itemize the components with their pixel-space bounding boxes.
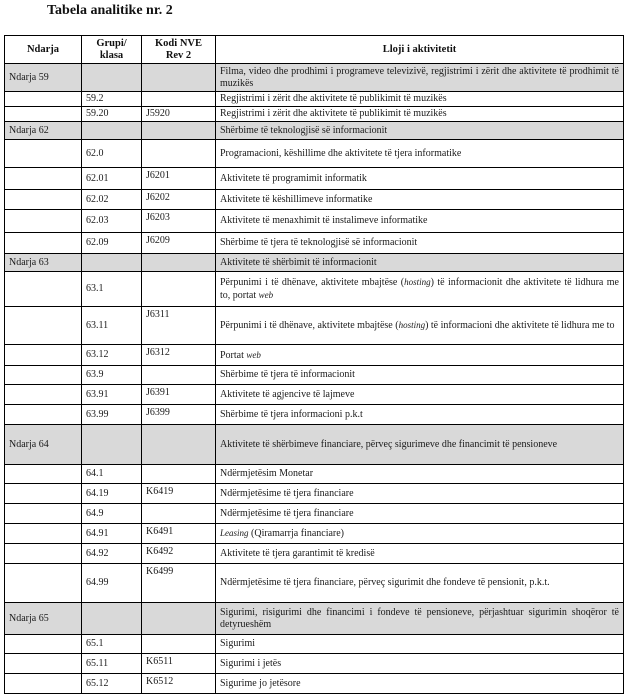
cell-ndarja — [5, 210, 82, 233]
cell-ndarja — [5, 524, 82, 544]
desc-text: ) të informacioni dhe aktivitete të lidhura me to — [425, 320, 615, 331]
cell-kodi-nve — [142, 635, 216, 654]
analytic-table — [4, 35, 624, 694]
division-row — [5, 425, 624, 465]
cell-kodi-nve — [142, 140, 216, 168]
italic-term: Leasing — [220, 528, 249, 538]
table-row — [5, 345, 624, 366]
cell-kodi-nve: J6201 — [142, 168, 216, 190]
cell-ndarja — [5, 92, 82, 107]
header-lloji-aktivitetit: Lloji i aktivitetit — [216, 36, 624, 64]
cell-ndarja — [5, 484, 82, 504]
cell-ndarja — [5, 635, 82, 654]
desc-text: Portat — [220, 349, 247, 361]
table-row — [5, 107, 624, 122]
cell-grupi-klasa — [82, 64, 142, 92]
header-ndarja: Ndarja — [5, 36, 82, 64]
cell-grupi-klasa: 64.19 — [82, 484, 142, 504]
cell-kodi-nve — [142, 603, 216, 635]
cell-grupi-klasa: 62.03 — [82, 210, 142, 233]
cell-kodi-nve: J6399 — [142, 405, 216, 425]
cell-lloji-aktivitetit: Shërbime të tjera të teknologjisë së informacionit — [216, 233, 624, 254]
table-row — [5, 190, 624, 210]
cell-kodi-nve — [142, 92, 216, 107]
cell-lloji-aktivitetit: Sigurime jo jetësore — [216, 674, 624, 694]
cell-kodi-nve — [142, 504, 216, 524]
cell-ndarja — [5, 107, 82, 122]
cell-kodi-nve: J6203 — [142, 210, 216, 233]
italic-term: web — [258, 290, 274, 300]
italic-term: hosting — [404, 277, 431, 287]
cell-ndarja — [5, 564, 82, 603]
cell-lloji-aktivitetit — [216, 345, 624, 366]
cell-lloji-aktivitetit — [216, 307, 624, 345]
cell-kodi-nve: J6202 — [142, 190, 216, 210]
table-row — [5, 366, 624, 385]
cell-ndarja — [5, 272, 82, 307]
cell-ndarja — [5, 345, 82, 366]
header-kodi-nve: Kodi NVE Rev 2 — [142, 36, 216, 64]
cell-ndarja — [5, 674, 82, 694]
cell-kodi-nve: J6391 — [142, 385, 216, 405]
cell-lloji-aktivitetit: Shërbime të tjera të informacionit — [216, 366, 624, 385]
cell-lloji-aktivitetit: Aktivitete të tjera garantimit të kredisë — [216, 544, 624, 564]
cell-lloji-aktivitetit: Aktivitete të shërbimeve financiare, përveç sigurimeve dhe financimit të pensioneve — [216, 425, 624, 465]
cell-lloji-aktivitetit: Shërbime të teknologjisë së informacionit — [216, 122, 624, 140]
table-row — [5, 654, 624, 674]
cell-grupi-klasa — [82, 425, 142, 465]
cell-lloji-aktivitetit: Regjistrimi i zërit dhe aktivitete të publikimit të muzikës — [216, 107, 624, 122]
cell-lloji-aktivitetit: Ndërmjetësime të tjera financiare — [216, 504, 624, 524]
table-body — [5, 64, 624, 694]
cell-grupi-klasa: 62.09 — [82, 233, 142, 254]
cell-kodi-nve — [142, 366, 216, 385]
table-row — [5, 210, 624, 233]
cell-lloji-aktivitetit: Aktivitete të këshillimeve informatike — [216, 190, 624, 210]
cell-ndarja — [5, 366, 82, 385]
cell-ndarja: Ndarja 59 — [5, 64, 82, 92]
cell-grupi-klasa: 63.12 — [82, 345, 142, 366]
cell-grupi-klasa: 62.0 — [82, 140, 142, 168]
table-row — [5, 405, 624, 425]
cell-ndarja — [5, 168, 82, 190]
cell-kodi-nve: J6311 — [142, 307, 216, 345]
cell-kodi-nve: K6512 — [142, 674, 216, 694]
cell-lloji-aktivitetit: Programacioni, këshillime dhe aktivitete të tjera informatike — [216, 140, 624, 168]
table-row — [5, 635, 624, 654]
cell-lloji-aktivitetit: Sigurimi, risigurimi dhe financimi i fondeve të pensioneve, përjashtuar sigurimin shoqëror të detyrueshëm — [216, 603, 624, 635]
table-title: Tabela analitike nr. 2 — [47, 3, 173, 18]
cell-grupi-klasa: 59.2 — [82, 92, 142, 107]
division-row — [5, 64, 624, 92]
cell-ndarja — [5, 385, 82, 405]
table-row — [5, 674, 624, 694]
cell-lloji-aktivitetit: Shërbime të tjera informacioni p.k.t — [216, 405, 624, 425]
cell-grupi-klasa: 62.02 — [82, 190, 142, 210]
division-row — [5, 254, 624, 272]
table-row — [5, 140, 624, 168]
cell-lloji-aktivitetit: Ndërmjetësime të tjera financiare, përveç sigurimit dhe fondeve të pensionit, p.k.t. — [216, 564, 624, 603]
cell-lloji-aktivitetit: Sigurimi i jetës — [216, 654, 624, 674]
cell-kodi-nve — [142, 272, 216, 307]
cell-ndarja — [5, 544, 82, 564]
cell-ndarja — [5, 190, 82, 210]
cell-kodi-nve: J5920 — [142, 107, 216, 122]
cell-kodi-nve: J6209 — [142, 233, 216, 254]
cell-ndarja — [5, 405, 82, 425]
cell-lloji-aktivitetit: Aktivitete të agjencive të lajmeve — [216, 385, 624, 405]
cell-lloji-aktivitetit: Aktivitete të shërbimit të informacionit — [216, 254, 624, 272]
italic-term: web — [246, 349, 261, 360]
desc-text: Përpunimi i të dhënave, aktivitete mbajtëse ( — [220, 277, 405, 288]
cell-kodi-nve: K6499 — [142, 564, 216, 603]
table-row — [5, 484, 624, 504]
cell-kodi-nve: J6312 — [142, 345, 216, 366]
table-row — [5, 385, 624, 405]
cell-ndarja: Ndarja 62 — [5, 122, 82, 140]
table-row — [5, 168, 624, 190]
cell-ndarja — [5, 140, 82, 168]
division-row — [5, 603, 624, 635]
cell-kodi-nve — [142, 254, 216, 272]
table-row — [5, 272, 624, 307]
cell-grupi-klasa: 62.01 — [82, 168, 142, 190]
cell-grupi-klasa: 64.91 — [82, 524, 142, 544]
cell-ndarja: Ndarja 65 — [5, 603, 82, 635]
table-row — [5, 564, 624, 603]
italic-term: hosting — [398, 320, 426, 330]
table-row — [5, 544, 624, 564]
cell-grupi-klasa: 63.91 — [82, 385, 142, 405]
cell-kodi-nve: K6491 — [142, 524, 216, 544]
cell-lloji-aktivitetit: Regjistrimi i zërit dhe aktivitete të publikimit të muzikës — [216, 92, 624, 107]
cell-grupi-klasa — [82, 254, 142, 272]
cell-kodi-nve: K6511 — [142, 654, 216, 674]
cell-grupi-klasa: 64.1 — [82, 465, 142, 484]
cell-grupi-klasa: 65.12 — [82, 674, 142, 694]
cell-ndarja — [5, 233, 82, 254]
header-row — [5, 36, 624, 64]
cell-kodi-nve — [142, 122, 216, 140]
cell-ndarja — [5, 307, 82, 345]
cell-kodi-nve: K6492 — [142, 544, 216, 564]
cell-ndarja: Ndarja 64 — [5, 425, 82, 465]
table-row — [5, 524, 624, 544]
table-row — [5, 307, 624, 345]
cell-ndarja — [5, 465, 82, 484]
cell-grupi-klasa: 63.1 — [82, 272, 142, 307]
cell-lloji-aktivitetit: Sigurimi — [216, 635, 624, 654]
table-row — [5, 465, 624, 484]
cell-grupi-klasa: 63.99 — [82, 405, 142, 425]
cell-grupi-klasa: 64.9 — [82, 504, 142, 524]
cell-lloji-aktivitetit: Aktivitete të programimit informatik — [216, 168, 624, 190]
cell-ndarja — [5, 654, 82, 674]
cell-grupi-klasa: 65.1 — [82, 635, 142, 654]
cell-lloji-aktivitetit: Ndërmjetësim Monetar — [216, 465, 624, 484]
header-grupi-klasa: Grupi/ klasa — [82, 36, 142, 64]
table-row — [5, 504, 624, 524]
table-row — [5, 92, 624, 107]
table-row — [5, 233, 624, 254]
cell-kodi-nve — [142, 425, 216, 465]
cell-lloji-aktivitetit: Ndërmjetësime të tjera financiare — [216, 484, 624, 504]
cell-grupi-klasa: 63.9 — [82, 366, 142, 385]
cell-lloji-aktivitetit — [216, 272, 624, 307]
cell-ndarja: Ndarja 63 — [5, 254, 82, 272]
cell-lloji-aktivitetit — [216, 524, 624, 544]
cell-ndarja — [5, 504, 82, 524]
cell-kodi-nve — [142, 465, 216, 484]
cell-grupi-klasa: 59.20 — [82, 107, 142, 122]
cell-lloji-aktivitetit: Filma, video dhe prodhimi i programeve televizivë, regjistrimi i zërit dhe aktivitete të prodhimit të muzikës — [216, 64, 624, 92]
cell-grupi-klasa: 64.99 — [82, 564, 142, 603]
desc-text: Përpunimi i të dhënave, aktivitete mbajtëse ( — [220, 320, 399, 331]
cell-grupi-klasa — [82, 122, 142, 140]
cell-grupi-klasa: 63.11 — [82, 307, 142, 345]
desc-text: ) të informacionit dhe aktivitete të lidhura me to, portat — [220, 277, 619, 301]
cell-grupi-klasa: 65.11 — [82, 654, 142, 674]
cell-grupi-klasa: 64.92 — [82, 544, 142, 564]
cell-kodi-nve: K6419 — [142, 484, 216, 504]
division-row — [5, 122, 624, 140]
cell-lloji-aktivitetit: Aktivitete të menaxhimit të instalimeve informatike — [216, 210, 624, 233]
cell-kodi-nve — [142, 64, 216, 92]
desc-text: (Qiramarrja financiare) — [248, 528, 345, 539]
cell-grupi-klasa — [82, 603, 142, 635]
